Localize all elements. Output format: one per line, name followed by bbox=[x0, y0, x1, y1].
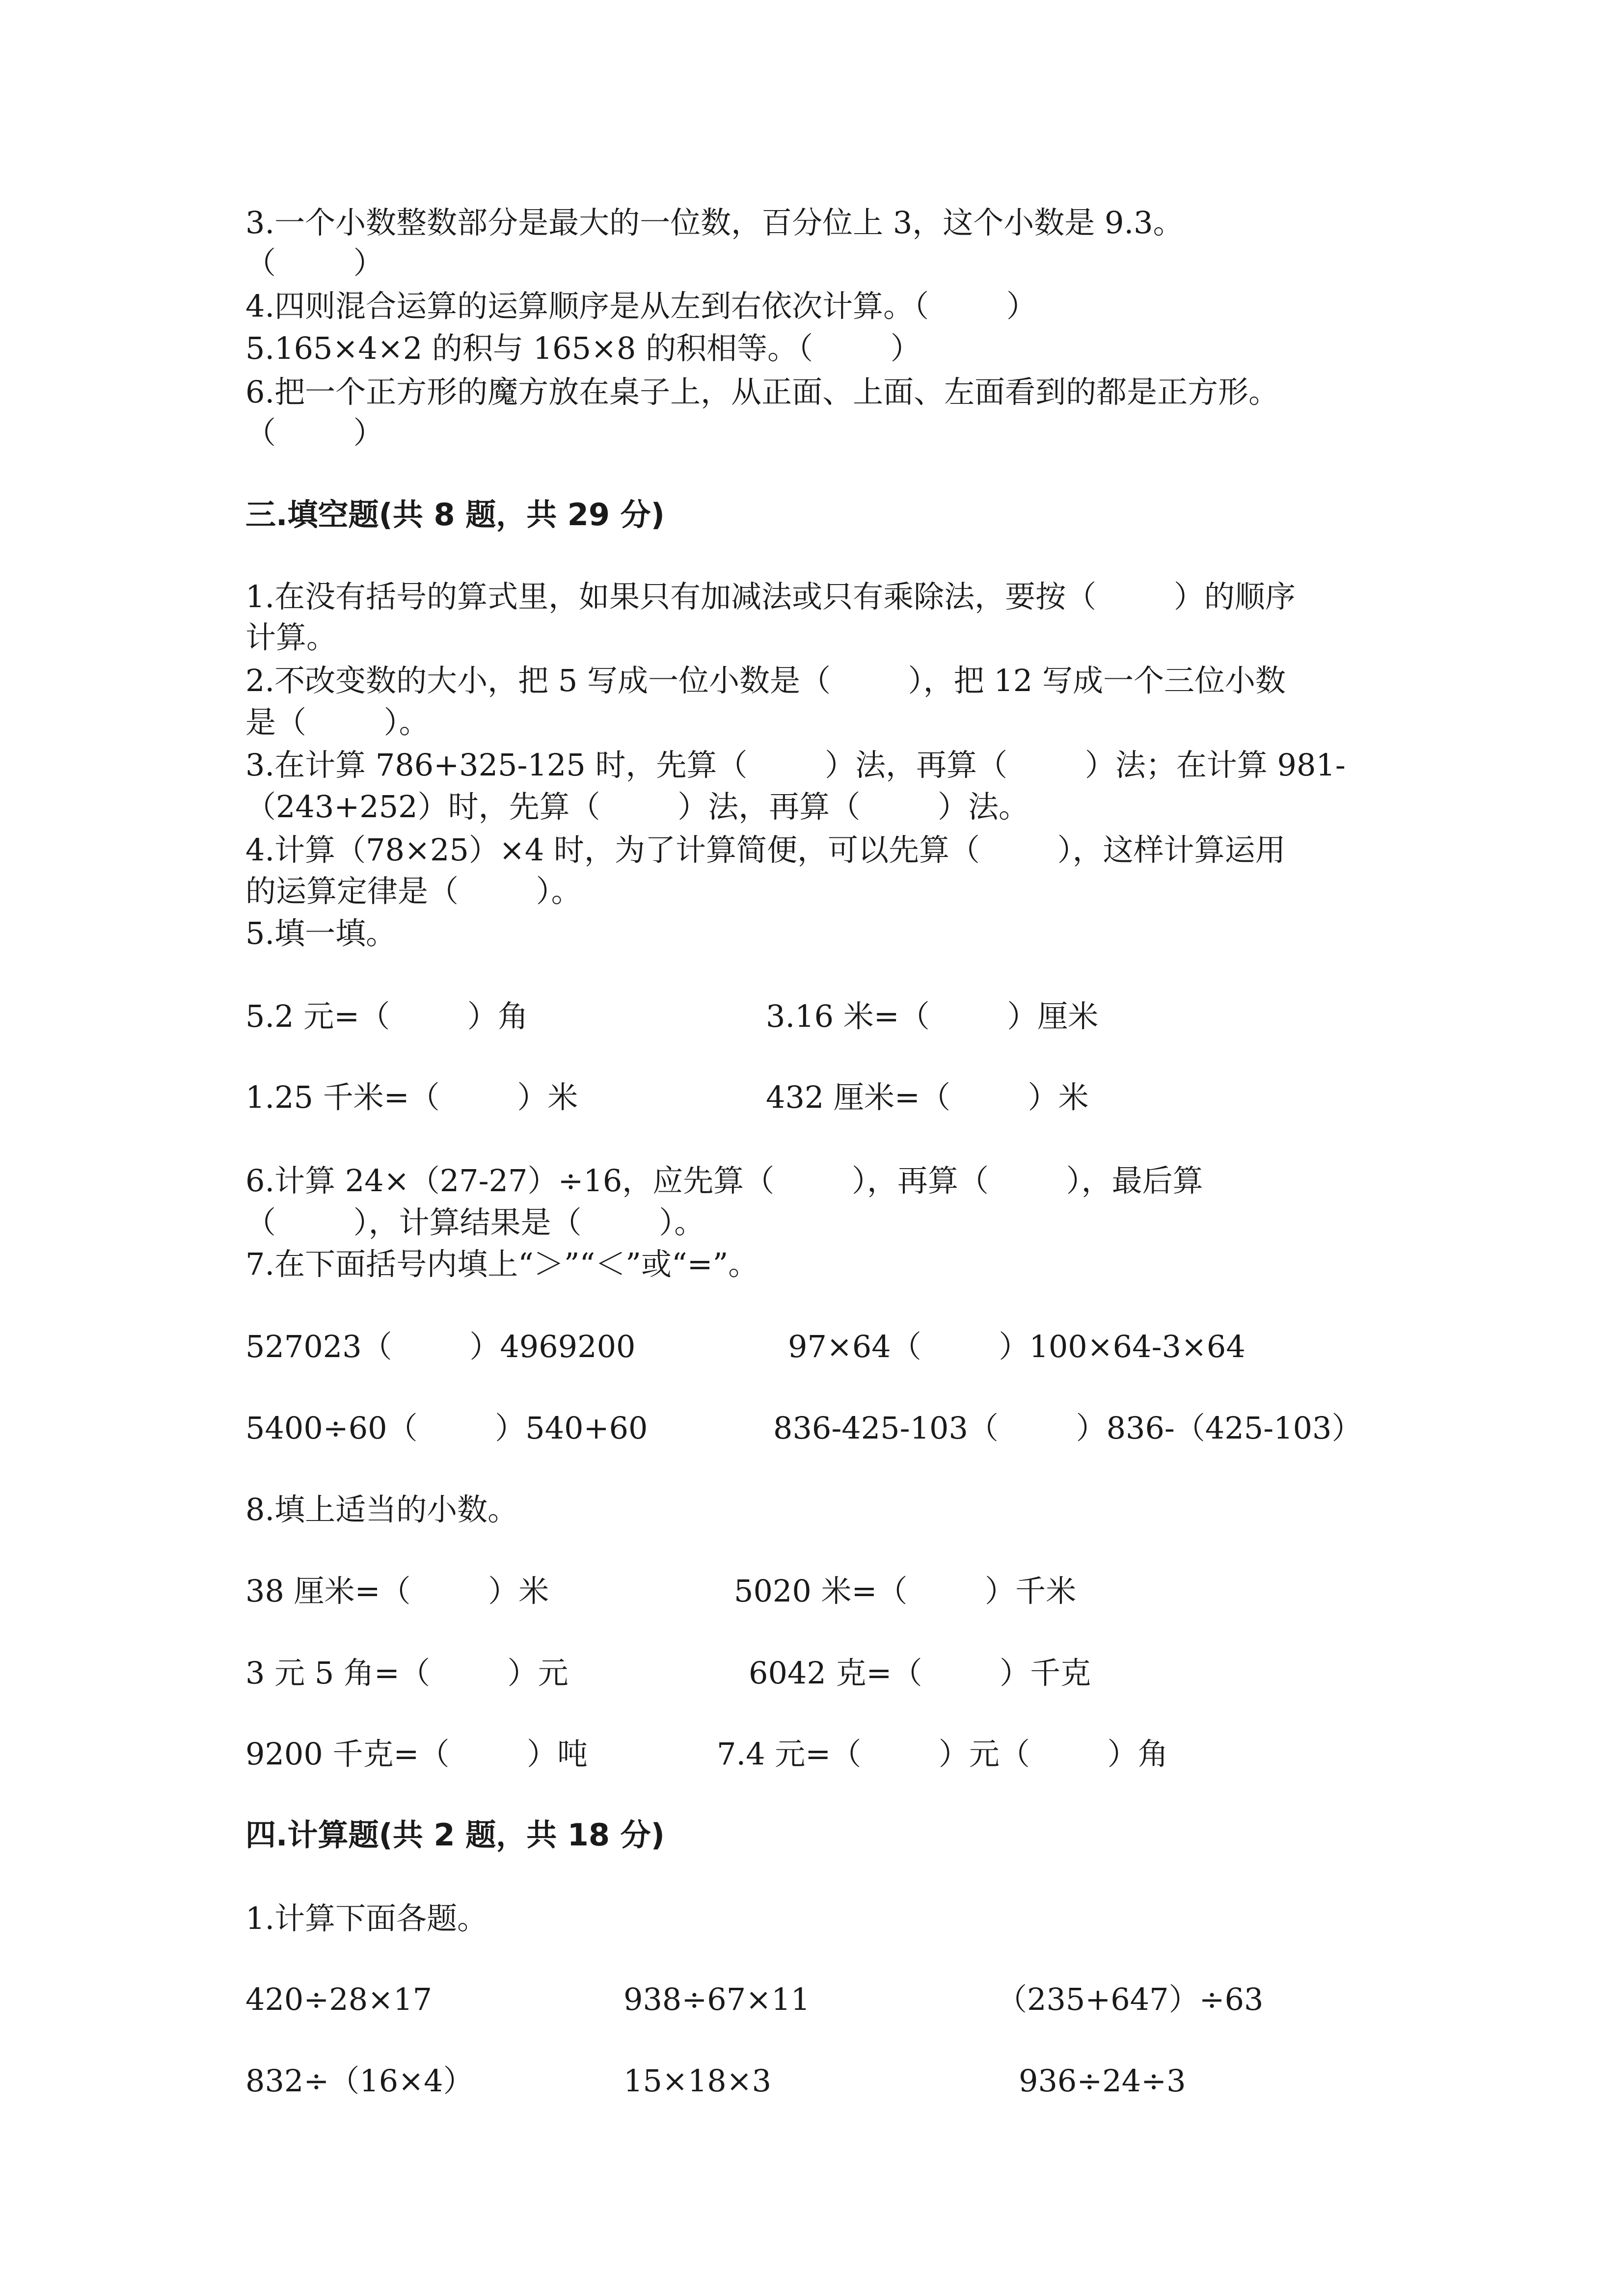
judgement-q3-line1: 3.一个小数整数部分是最大的一位数，百分位上 3，这个小数是 9.3。 bbox=[245, 205, 1184, 240]
section4-heading: 四.计算题(共 2 题，共 18 分) bbox=[245, 1817, 665, 1853]
fill-q4-line2: 的运算定律是（ ）。 bbox=[245, 873, 582, 909]
calc-expression: （235+647）÷63 bbox=[997, 1981, 1264, 2017]
fill-q7-item: 836-425-103（ ）836-（425-103） bbox=[773, 1410, 1362, 1446]
fill-q7-item: 5400÷60（ ）540+60 bbox=[245, 1410, 648, 1446]
fill-q1-line2: 计算。 bbox=[245, 619, 337, 655]
fill-q5-item: 1.25 千米=（ ）米 bbox=[245, 1079, 578, 1115]
calc-expression: 936÷24÷3 bbox=[1019, 2063, 1186, 2099]
fill-q7-item: 527023（ ）4969200 bbox=[245, 1329, 636, 1364]
fill-q8-item: 5020 米=（ ）千米 bbox=[734, 1573, 1077, 1609]
judgement-q4: 4.四则混合运算的运算顺序是从左到右依次计算。（ ） bbox=[245, 288, 1037, 324]
fill-q8-item: 9200 千克=（ ）吨 bbox=[245, 1736, 588, 1772]
fill-q4-line1: 4.计算（78×25）×4 时，为了计算简便，可以先算（ ），这样计算运用 bbox=[245, 832, 1286, 868]
fill-q5-item: 3.16 米=（ ）厘米 bbox=[766, 998, 1099, 1034]
judgement-q6-answer[interactable]: （ ） bbox=[245, 415, 384, 451]
fill-q6-line1: 6.计算 24×（27-27）÷16，应先算（ ），再算（ ），最后算 bbox=[245, 1163, 1203, 1199]
judgement-q5: 5.165×4×2 的积与 165×8 的积相等。（ ） bbox=[245, 330, 921, 366]
judgement-q3-answer[interactable]: （ ） bbox=[245, 245, 384, 281]
fill-q8-item: 6042 克=（ ）千克 bbox=[749, 1655, 1091, 1691]
calc-q1-title: 1.计算下面各题。 bbox=[245, 1900, 488, 1936]
fill-q2-line2: 是（ ）。 bbox=[245, 704, 430, 740]
calc-expression: 938÷67×11 bbox=[623, 1981, 811, 2017]
calc-expression: 832÷（16×4） bbox=[245, 2063, 474, 2099]
judgement-q6-line1: 6.把一个正方形的魔方放在桌子上，从正面、上面、左面看到的都是正方形。 bbox=[245, 374, 1279, 410]
fill-q5-item: 432 厘米=（ ）米 bbox=[766, 1079, 1089, 1115]
fill-q7-title: 7.在下面括号内填上“＞”“＜”或“=”。 bbox=[245, 1246, 759, 1282]
fill-q8-item: 3 元 5 角=（ ）元 bbox=[245, 1655, 568, 1691]
fill-q8-title: 8.填上适当的小数。 bbox=[245, 1492, 518, 1527]
fill-q3-line2: （243+252）时，先算（ ）法，再算（ ）法。 bbox=[245, 789, 1029, 825]
fill-q1-line1: 1.在没有括号的算式里，如果只有加减法或只有乘除法，要按（ ）的顺序 bbox=[245, 579, 1296, 614]
fill-q2-line1: 2.不改变数的大小，把 5 写成一位小数是（ ），把 12 写成一个三位小数 bbox=[245, 663, 1286, 698]
fill-q5-item: 5.2 元=（ ）角 bbox=[245, 998, 528, 1034]
fill-q8-item: 38 厘米=（ ）米 bbox=[245, 1573, 549, 1609]
section3-heading: 三.填空题(共 8 题，共 29 分) bbox=[245, 497, 665, 533]
fill-q6-line2: （ ），计算结果是（ ）。 bbox=[245, 1204, 705, 1240]
calc-expression: 420÷28×17 bbox=[245, 1981, 433, 2017]
fill-q5-title: 5.填一填。 bbox=[245, 915, 397, 951]
fill-q3-line1: 3.在计算 786+325-125 时，先算（ ）法，再算（ ）法；在计算 981- bbox=[245, 747, 1346, 783]
fill-q7-item: 97×64（ ）100×64-3×64 bbox=[788, 1329, 1245, 1364]
fill-q8-item: 7.4 元=（ ）元（ ）角 bbox=[717, 1736, 1168, 1772]
calc-expression: 15×18×3 bbox=[623, 2063, 772, 2099]
